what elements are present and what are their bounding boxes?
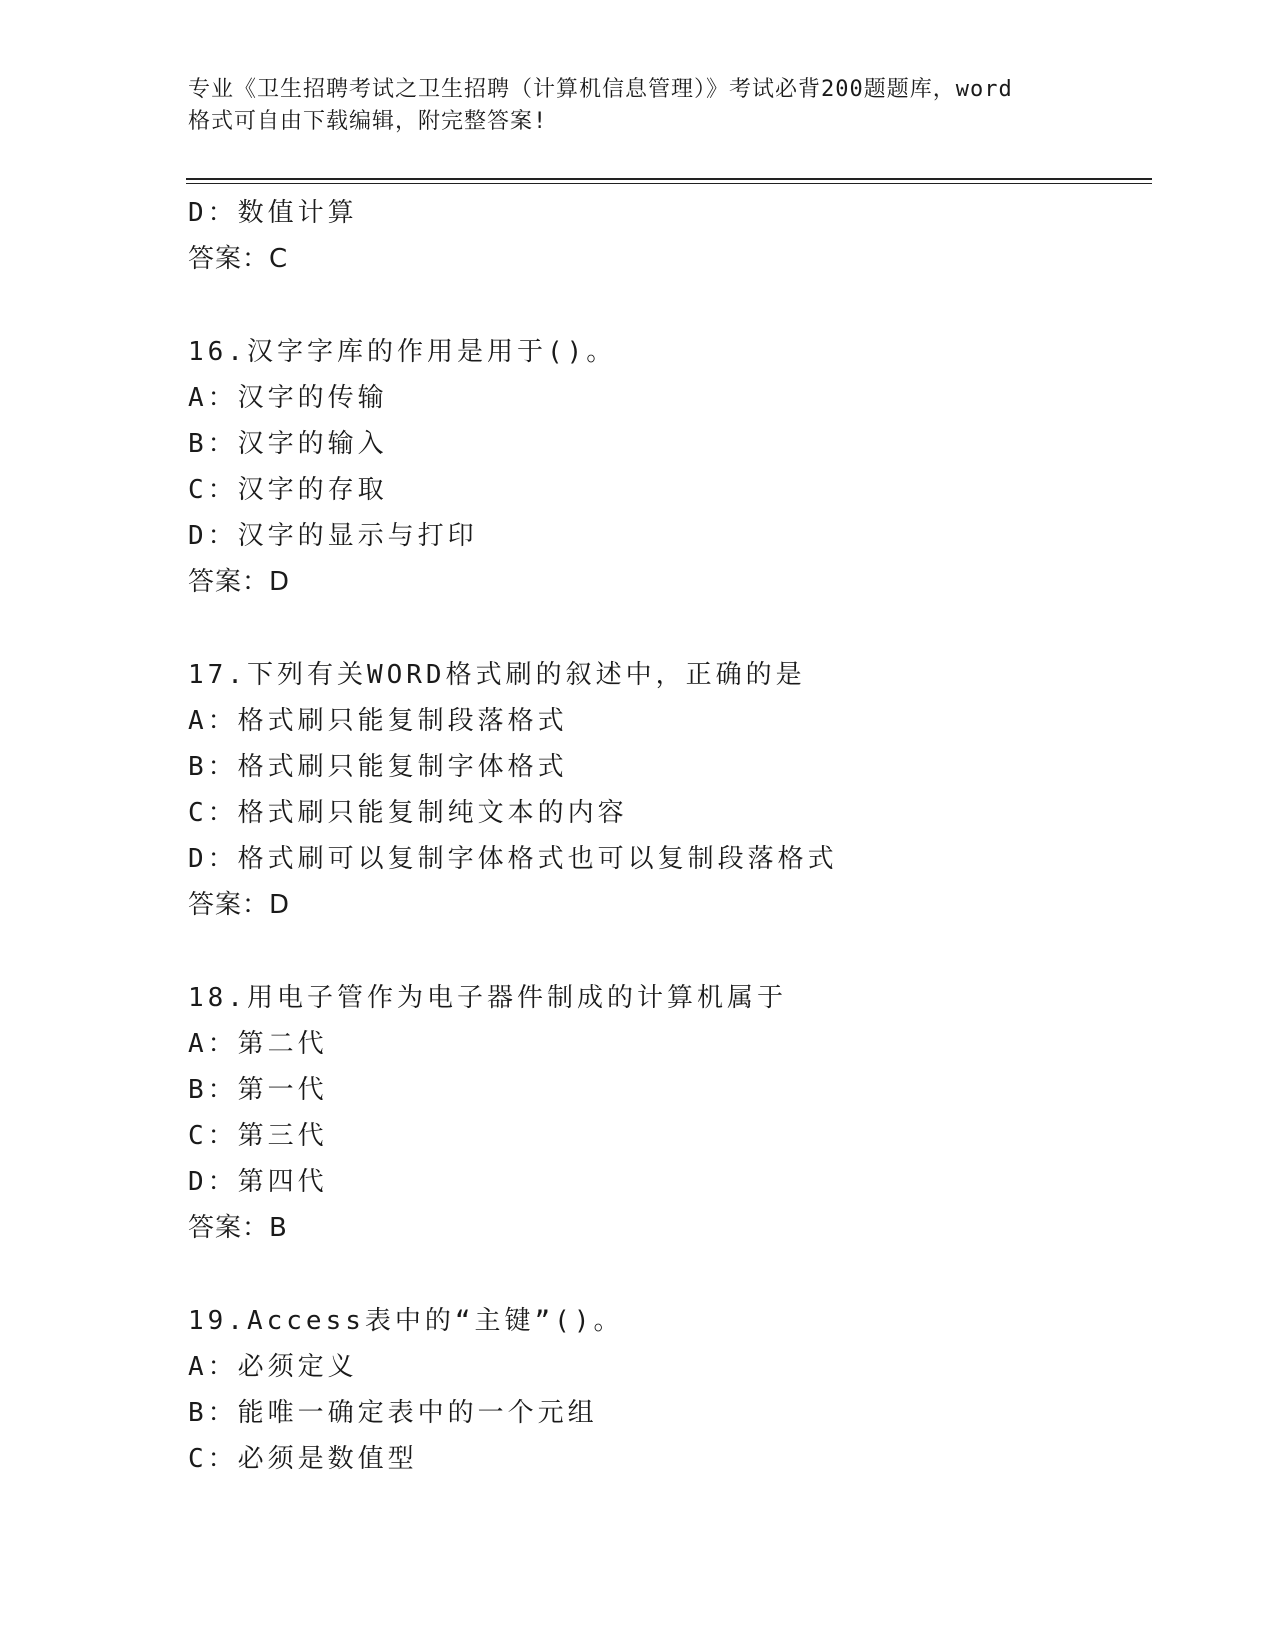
- option-b: B：格式刷只能复制字体格式: [188, 752, 568, 782]
- option-a: A：汉字的传输: [188, 383, 388, 413]
- question-stem: 18.用电子管作为电子器件制成的计算机属于: [188, 983, 787, 1013]
- header-divider: [186, 178, 1152, 184]
- question-16: [188, 329, 1148, 605]
- option-c: C：汉字的存取: [188, 475, 388, 505]
- question-stem: 17.下列有关WORD格式刷的叙述中，正确的是: [188, 660, 806, 690]
- question-stem: 19.Access表中的“主键”()。: [188, 1306, 624, 1336]
- option-a: A：必须定义: [188, 1352, 358, 1382]
- document-header: [188, 74, 1088, 138]
- answer: 答案：C: [188, 244, 289, 274]
- question-19: [188, 1298, 1148, 1482]
- option-c: C：格式刷只能复制纯文本的内容: [188, 798, 628, 828]
- option-d: D：第四代: [188, 1167, 328, 1197]
- option-d: D：数值计算: [188, 198, 358, 228]
- answer: 答案：B: [188, 1213, 288, 1243]
- option-b: B：能唯一确定表中的一个元组: [188, 1398, 598, 1428]
- question-stem: 16.汉字字库的作用是用于()。: [188, 337, 617, 367]
- option-c: C：第三代: [188, 1121, 328, 1151]
- option-c: C：必须是数值型: [188, 1444, 418, 1474]
- option-b: B：第一代: [188, 1075, 328, 1105]
- option-d: D：汉字的显示与打印: [188, 521, 478, 551]
- header-line-2: 格式可自由下载编辑，附完整答案!: [188, 109, 548, 134]
- question-17: [188, 652, 1148, 928]
- answer: 答案：D: [188, 890, 291, 920]
- header-line-1: 专业《卫生招聘考试之卫生招聘（计算机信息管理）》考试必背200题题库，word: [188, 77, 1013, 102]
- document-body: [188, 190, 1148, 1482]
- answer: 答案：D: [188, 567, 291, 597]
- question-18: [188, 975, 1148, 1251]
- option-a: A：格式刷只能复制段落格式: [188, 706, 568, 736]
- option-a: A：第二代: [188, 1029, 328, 1059]
- option-b: B：汉字的输入: [188, 429, 388, 459]
- option-d: D：格式刷可以复制字体格式也可以复制段落格式: [188, 844, 838, 874]
